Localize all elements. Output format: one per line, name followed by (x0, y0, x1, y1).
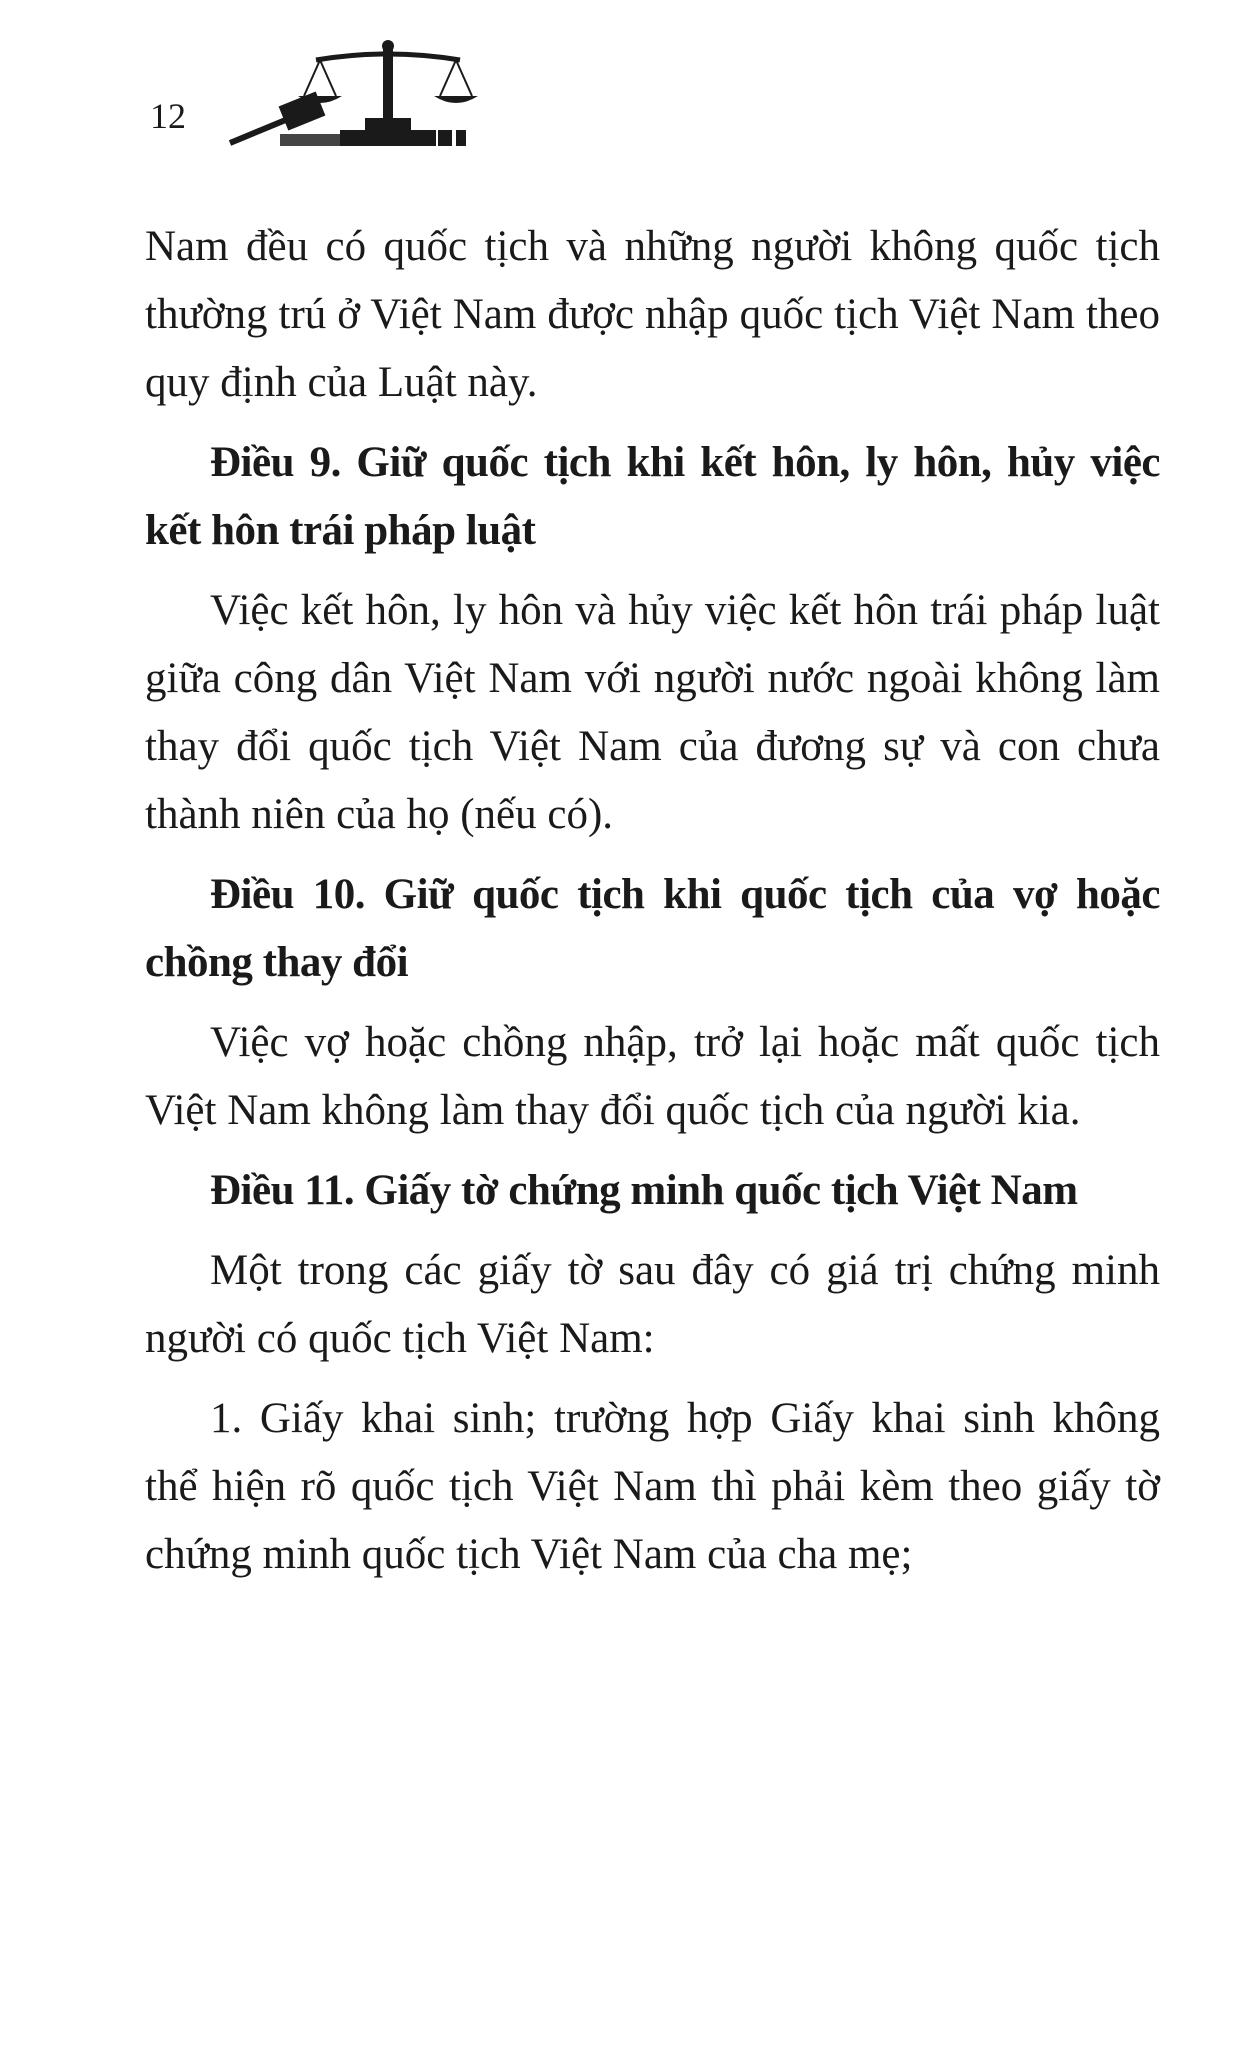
article-10-text: Việc vợ hoặc chồng nhập, trở lại hoặc mất quốc tịch Việt Nam không làm thay đổi quốc tịch của người kia. (145, 1019, 1160, 1134)
page-header (150, 38, 550, 148)
page-content (145, 213, 1160, 1589)
justice-scales-gavel-icon (220, 38, 540, 148)
article-9-text: Việc kết hôn, ly hôn và hủy việc kết hôn trái pháp luật giữa công dân Việt Nam với người nước ngoài không làm thay đổi quốc tịch Việt Nam của đương sự và con chưa thành niên của họ (nếu có). (145, 587, 1160, 838)
article-11-heading: Điều 11. Giấy tờ chứng minh quốc tịch Việt Nam (210, 1167, 1078, 1214)
article-9-heading: Điều 9. Giữ quốc tịch khi kết hôn, ly hôn, hủy việc kết hôn trái pháp luật (145, 439, 1160, 554)
page-number: 12 (150, 96, 186, 136)
article-11-item-1: 1. Giấy khai sinh; trường hợp Giấy khai sinh không thể hiện rõ quốc tịch Việt Nam thì phải kèm theo giấy tờ chứng minh quốc tịch Việt Nam của cha mẹ; (145, 1395, 1160, 1578)
article-10-heading: Điều 10. Giữ quốc tịch khi quốc tịch của vợ hoặc chồng thay đổi (145, 871, 1160, 986)
article-11-text: Một trong các giấy tờ sau đây có giá trị chứng minh người có quốc tịch Việt Nam: (145, 1247, 1160, 1362)
paragraph-continuation: Nam đều có quốc tịch và những người không quốc tịch thường trú ở Việt Nam được nhập quốc tịch Việt Nam theo quy định của Luật này. (145, 223, 1160, 406)
